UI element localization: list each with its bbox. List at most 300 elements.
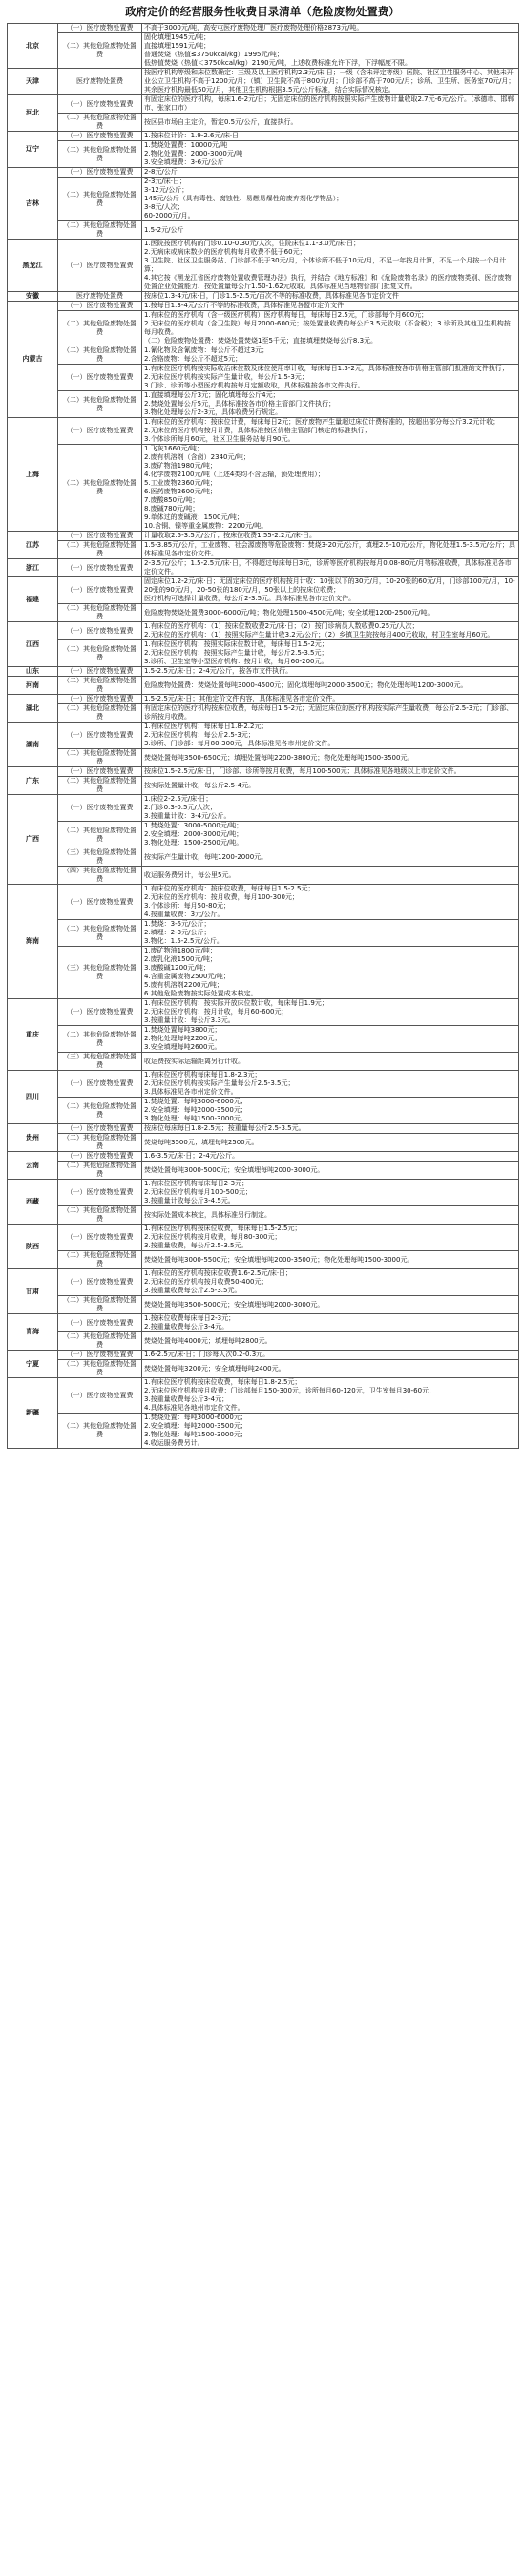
fee-detail-line: 2.焚烧处置每公斤5元，具体标准按各市价格主管部门文件执行；: [144, 400, 336, 408]
fee-detail-line: 5.废有机溶剂2200元/吨；: [144, 981, 223, 989]
category-cell: （一）医疗废物处置费: [58, 302, 142, 311]
table-row: [8, 418, 519, 445]
fee-detail-line: 1.氰化物及含氰废物：每公斤不超过3元；: [144, 346, 269, 354]
fee-detail-line: 2.物化处置费：2000-3000元/吨: [144, 150, 243, 157]
table-row: [8, 1332, 519, 1351]
table-row: [8, 391, 519, 418]
table-row: [8, 311, 519, 346]
fee-detail-line: 2.含铬废物：每公斤不超过5元；: [144, 355, 242, 363]
table-row: [8, 1206, 519, 1225]
fee-detail-line: 2.无床位的医疗机构（含卫生院）每月2000-600元；按处置量收费的每公斤3.5元收取（不含税）；3.诊所及其他卫生机构按每月收费。: [144, 320, 511, 336]
fee-detail-cell: [142, 1360, 519, 1378]
province-cell: 黑龙江: [8, 240, 58, 292]
fee-detail-cell: [142, 365, 519, 391]
fee-detail-cell: [142, 885, 519, 920]
province-cell: 上海: [8, 418, 58, 532]
table-row: [8, 1251, 519, 1269]
category-cell: （二）其他危险废物处置费: [58, 141, 142, 168]
fee-detail-line: 4.含重金属废物2500元/吨；: [144, 973, 230, 980]
fee-detail-line: 3.废酸碱1200元/吨；: [144, 964, 210, 972]
province-cell: 甘肃: [8, 1269, 58, 1314]
table-row: [8, 1124, 519, 1134]
fee-detail-line: 2.无病床或病床数少的医疗机构每月收费不低于60元；: [144, 248, 306, 256]
province-cell: 吉林: [8, 168, 58, 240]
fee-detail-cell: [142, 604, 519, 622]
fee-detail-line: 按床位每床每日1.8-2.5元；按重量每公斤2.5-3.5元。: [144, 1124, 305, 1132]
province-cell: 宁夏: [8, 1351, 58, 1378]
fee-detail-cell: [142, 302, 519, 311]
fee-detail-line: 3.按重量收费每公斤3-4元；: [144, 1395, 229, 1403]
fee-detail-cell: [142, 1269, 519, 1296]
province-cell: 贵州: [8, 1124, 58, 1152]
fee-detail-line: 1.有床位的医疗机构按床位收费1.6-2.5元/床·日；: [144, 1269, 293, 1277]
category-cell: （一）医疗废物处置费: [58, 240, 142, 292]
table-row: [8, 178, 519, 221]
fee-detail-cell: [142, 695, 519, 704]
category-cell: （一）医疗废物处置费: [58, 767, 142, 777]
fee-detail-line: 6.医药废物2600元/吨；: [144, 488, 217, 495]
table-row: [8, 1053, 519, 1071]
category-cell: （二）其他危险废物处置费: [58, 920, 142, 947]
category-cell: （一）医疗废物处置费: [58, 1124, 142, 1134]
province-cell: 安徽: [8, 292, 58, 302]
table-row: [8, 532, 519, 541]
fee-detail-line: 1.医院按医疗机构的门诊0.10-0.30元/人次，住院床位1.1-3.0元/床·日；: [144, 240, 361, 247]
table-row: [8, 767, 519, 777]
province-cell: 广东: [8, 767, 58, 795]
category-cell: 医疗废物处置费: [58, 69, 142, 95]
fee-detail-line: 有固定床位的医疗机构，每床1.6-2元/日；无固定床位的医疗机构按照实际产生废物计量收取2.7元-6元/公斤。（承德市、邯郸市、张家口市）: [144, 95, 514, 112]
category-cell: （二）其他危险废物处置费: [58, 33, 142, 69]
fee-detail-line: 3.诊所、门诊部：每月80-300元，具体标准见各市州定价文件。: [144, 740, 335, 747]
table-row: [8, 1225, 519, 1251]
province-cell: 青海: [8, 1314, 58, 1351]
fee-detail-line: 1.废矿物油1800元/吨；: [144, 947, 217, 954]
fee-detail-line: 焚烧处置每吨3000-5500元；安全填埋每吨2000-3500元；物化处理每吨1500-3000元。: [144, 1255, 414, 1264]
document-page: [7, 0, 518, 1449]
fee-detail-line: 145元/公斤（具有毒性、腐蚀性、易燃易爆性的废弃剂化学物品）；: [144, 195, 344, 202]
fee-detail-line: 2.无床位的医疗机构：按月收费，每月100-300元；: [144, 893, 299, 901]
fee-detail-line: 1.按床位计价：1.9-2.6元/床·日: [144, 132, 240, 139]
province-cell: 浙江: [8, 559, 58, 577]
fee-detail-cell: [142, 221, 519, 240]
table-row: [8, 795, 519, 822]
fee-detail-line: 1.有床位医疗机构按床位收费，每床每日1.5-2.5元；: [144, 1225, 302, 1232]
fee-detail-cell: [142, 541, 519, 559]
category-cell: （二）其他危险废物处置费: [58, 704, 142, 723]
fee-detail-line: 危险废物处置费：焚烧处置每吨3000-4500元；固化填埋每吨2000-3500元；物化处理每吨1200-3000元。: [144, 681, 468, 689]
province-cell: 湖南: [8, 723, 58, 767]
fee-detail-line: 1.有床位医疗机构每床每日1.8-2.3元；: [144, 1071, 262, 1079]
fee-detail-cell: [142, 577, 519, 604]
province-cell: 西藏: [8, 1180, 58, 1225]
table-row: [8, 240, 519, 292]
province-cell: 河北: [8, 95, 58, 132]
table-row: [8, 723, 519, 749]
province-cell: 辽宁: [8, 132, 58, 168]
fee-detail-line: 低热值焚烧（热值＜3750kcal/kg）2190元/吨，上述收费标准允许下浮，下浮幅度不限。: [144, 59, 411, 67]
fee-detail-cell: [142, 311, 519, 346]
fee-detail-cell: [142, 640, 519, 667]
fee-detail-line: 1.有床位的医疗机构（含一级医疗机构）医疗机构每日，每床每日2.5元，门诊部每个月600元；: [144, 311, 429, 319]
fee-detail-line: 1.飞灰1660元/吨；: [144, 445, 203, 452]
fee-detail-line: 焚烧处置每吨3500-6500元；填埋处置每吨2200-3800元；物化处理每吨1500-3500元。: [144, 753, 414, 762]
category-cell: （二）其他危险废物处置费: [58, 1162, 142, 1180]
table-row: [8, 677, 519, 695]
fee-detail-line: 固化填埋1945元/吨；: [144, 33, 211, 41]
document-title: 政府定价的经营服务性收费目录清单（危险废物处置费）: [125, 5, 400, 18]
fee-detail-line: 2.无床位医疗机构按实际产生量计收，每公斤1.5-3元；: [144, 373, 308, 381]
table-row: [8, 867, 519, 885]
category-cell: （二）其他危险废物处置费: [58, 346, 142, 365]
fee-detail-cell: [142, 1152, 519, 1162]
fee-detail-line: 直接填埋1591元/吨；: [144, 42, 211, 50]
fee-detail-line: 2.无床位医疗机构：按月计收，每月60-600元；: [144, 1008, 288, 1016]
fee-detail-line: 3.物化处理：每吨1500-3000元；: [144, 1431, 247, 1438]
category-cell: （一）医疗废物处置费: [58, 667, 142, 677]
fee-detail-line: 1.5-2元/公斤: [144, 225, 184, 234]
category-cell: 医疗废物处置费: [58, 292, 142, 302]
table-row: [8, 1378, 519, 1414]
table-row: [8, 777, 519, 795]
fee-detail-line: 2.无床位的医疗机构按月收费50-400元；: [144, 1278, 268, 1286]
fee-detail-cell: [142, 95, 519, 114]
fee-detail-line: 2.安全填埋：2000-3000元/吨；: [144, 830, 243, 838]
table-row: [8, 1152, 519, 1162]
category-cell: （二）其他危险废物处置费: [58, 1251, 142, 1269]
fee-detail-line: 2.无床位的医疗机构按月计费，具体标准按区价格主管部门核定的标准执行；: [144, 427, 371, 434]
fee-detail-cell: [142, 559, 519, 577]
table-row: [8, 292, 519, 302]
category-cell: （一）医疗废物处置费: [58, 1152, 142, 1162]
fee-detail-cell: [142, 1378, 519, 1414]
fee-detail-line: 5.工业废物2360元/吨；: [144, 479, 217, 487]
table-row: [8, 947, 519, 999]
fee-detail-line: 收运服务费另计，每公里5元。: [144, 870, 236, 879]
fee-detail-line: 8.废碱780元/吨；: [144, 505, 200, 513]
category-cell: （二）其他危险废物处置费: [58, 677, 142, 695]
table-row: [8, 24, 519, 33]
category-cell: （一）医疗废物处置费: [58, 622, 142, 640]
fee-detail-line: 2.无床位医疗机构：按照实际产生量计收，每公斤2.5-3.5元；: [144, 649, 328, 657]
fee-detail-line: 2.安全填埋：每吨2000-3500元；: [144, 1422, 247, 1430]
category-cell: （一）医疗废物处置费: [58, 885, 142, 920]
category-cell: （二）其他危险废物处置费: [58, 114, 142, 132]
fee-detail-line: 1.焚烧处置：每吨3000-6000元；: [144, 1414, 247, 1421]
category-cell: （二）其他危险废物处置费: [58, 178, 142, 221]
category-cell: （一）医疗废物处置费: [58, 24, 142, 33]
fee-detail-line: 1.有床位医疗机构：按实际开放床位数计收，每床每日1.9元；: [144, 999, 328, 1007]
category-cell: （一）医疗废物处置费: [58, 532, 142, 541]
fee-detail-line: 3.物化处理每公斤2-3元，具体收费另行规定。: [144, 408, 283, 416]
category-cell: （二）其他危险废物处置费: [58, 1206, 142, 1225]
fee-detail-line: 7.废酸850元/吨；: [144, 496, 200, 504]
fee-detail-cell: [142, 777, 519, 795]
fee-detail-line: 1.床位2-2.5元/床·日；: [144, 795, 213, 803]
fee-detail-cell: [142, 33, 519, 69]
fee-detail-line: 3.物化处理：每吨1500-3000元。: [144, 1115, 247, 1122]
table-row: [8, 168, 519, 178]
category-cell: （一）医疗废物处置费: [58, 1071, 142, 1098]
fee-detail-line: 3.按重量收费每公斤2.5-3.5元。: [144, 1287, 242, 1294]
category-cell: （一）医疗废物处置费: [58, 1269, 142, 1296]
fee-detail-line: 1.有床位医疗机构：每床每日1.8-2.2元；: [144, 723, 268, 730]
fee-detail-line: 3.按重量计收：每公斤3.3元。: [144, 1016, 235, 1024]
fee-detail-line: 按床位1.3-4元/床·日，门诊1.5-2.5元/百次不等的标准收费，具体标准见各市定价文件: [144, 292, 399, 300]
fee-detail-line: 2.无床位医疗机构按实际产生量每公斤2.5-3.5元；: [144, 1079, 295, 1087]
fee-detail-cell: [142, 848, 519, 867]
fee-detail-cell: [142, 1332, 519, 1351]
fee-detail-cell: [142, 24, 519, 33]
fee-detail-line: 3.物化处理：1500-2500元/吨。: [144, 839, 243, 847]
category-cell: （二）其他危险废物处置费: [58, 1360, 142, 1378]
fee-detail-cell: [142, 445, 519, 532]
category-cell: （一）医疗废物处置费: [58, 132, 142, 141]
category-cell: （四）其他危险废物处置费: [58, 867, 142, 885]
fee-detail-line: 2.无床位医疗机构：每公斤2.5-3元；: [144, 731, 255, 739]
province-cell: 河南: [8, 677, 58, 695]
fee-detail-line: 2-8元/公斤: [144, 168, 178, 176]
fee-detail-line: 不高于3000元/吨，高安屯医疗废物处理厂医疗废物处理价格2873元/吨。: [144, 24, 364, 31]
fee-detail-line: 2.无床位的医疗机构：（1）按照实际产生量计收3.2元/公斤；（2）乡镇卫生院按每月400元收取，村卫生室每月60元。: [144, 631, 494, 639]
fee-detail-line: 焚烧处置每吨3000-5000元；安全填埋每吨2000-3000元。: [144, 1165, 325, 1174]
table-row: [8, 695, 519, 704]
province-cell: 内蒙古: [8, 302, 58, 418]
fee-detail-line: 2.物化处理每吨2200元；: [144, 1035, 221, 1042]
table-row: [8, 1026, 519, 1053]
fee-detail-line: 1.焚烧处置每吨3800元；: [144, 1026, 221, 1034]
category-cell: （二）其他危险废物处置费: [58, 777, 142, 795]
fee-detail-cell: [142, 749, 519, 767]
category-cell: （二）其他危险废物处置费: [58, 1098, 142, 1124]
table-row: [8, 999, 519, 1026]
fee-detail-line: 2.无床位医疗机构按月收费：门诊部每月150-300元，诊所每月60-120元，卫生室每月30-60元；: [144, 1387, 436, 1394]
category-cell: （三）其他危险废物处置费: [58, 848, 142, 867]
fee-detail-cell: [142, 667, 519, 677]
table-row: [8, 559, 519, 577]
fee-detail-line: 2.按重量收费每公斤3-4元。: [144, 1323, 229, 1330]
fee-detail-line: 有固定床位的医疗机构按床位收费，每床每日1.5-2元；无固定床位的医疗机构按实际产生量收费，每公斤2.5-3元；门诊部、诊所按月收费。: [144, 704, 514, 721]
fee-detail-line: 1.焚烧处置：3000-5000元/吨；: [144, 822, 243, 829]
fee-detail-line: 按区县市场自主定价，暂定0.5元/公斤，直接执行。: [144, 117, 298, 126]
fee-detail-line: 2.无床位医疗机构每月100-500元；: [144, 1188, 252, 1196]
fee-detail-line: 3-8元/人次；: [144, 203, 184, 211]
fee-detail-cell: [142, 418, 519, 445]
fee-detail-line: 3.安全填埋每吨2600元。: [144, 1043, 221, 1051]
category-cell: （一）医疗废物处置费: [58, 1314, 142, 1332]
category-cell: （一）医疗废物处置费: [58, 795, 142, 822]
fee-detail-line: 3.卫生院、社区卫生服务站、门诊部不低于30元/月，个体诊所不低于10元/月，不足一年按月计算，不足一个月按一个月计算；: [144, 257, 507, 273]
category-cell: （一）医疗废物处置费: [58, 418, 142, 445]
table-row: [8, 622, 519, 640]
table-row: [8, 704, 519, 723]
fee-detail-cell: [142, 1026, 519, 1053]
fee-detail-cell: [142, 999, 519, 1026]
category-cell: （一）医疗废物处置费: [58, 723, 142, 749]
fee-detail-line: 2.废有机溶剂（含卤）2340元/吨；: [144, 453, 250, 461]
fee-detail-cell: [142, 1180, 519, 1206]
fee-detail-line: 焚烧每吨3500元；填埋每吨2500元。: [144, 1138, 259, 1146]
province-cell: 湖北: [8, 695, 58, 723]
fee-detail-line: 按床位1.5-2.5元/床·日，门诊部、诊所等按月收费，每月100-500元；具体标准见各地级以上市定价文件。: [144, 767, 461, 775]
fee-detail-line: 1.6-3.5元/床·日；2-4元/公斤。: [144, 1152, 240, 1160]
category-cell: （二）其他危险废物处置费: [58, 1134, 142, 1152]
province-cell: 海南: [8, 885, 58, 999]
fee-detail-cell: [142, 132, 519, 141]
fee-detail-cell: [142, 1071, 519, 1098]
fee-detail-cell: [142, 1351, 519, 1360]
category-cell: （二）其他危险废物处置费: [58, 391, 142, 418]
fee-detail-line: 2.门诊0.3-0.5元/人次；: [144, 804, 217, 811]
table-row: [8, 604, 519, 622]
table-row: [8, 1414, 519, 1449]
fee-detail-line: 1.有床位医疗机构每床每日2-3元；: [144, 1180, 249, 1187]
fee-detail-cell: [142, 1206, 519, 1225]
fee-detail-cell: [142, 767, 519, 777]
table-row: [8, 141, 519, 168]
fee-detail-line: 9.单体过的废碱液：1500元/吨；: [144, 513, 243, 521]
fee-detail-cell: [142, 1314, 519, 1332]
fee-detail-line: 1.有床位的医疗机构：（1）按床位数收费2元/床·日；（2）按门诊病员人数收费0.25元/人次；: [144, 622, 419, 630]
fee-detail-line: 按实际处置量计收，每公斤2.5-4元。: [144, 781, 256, 789]
fee-detail-line: 2-3元/床·日；: [144, 178, 187, 185]
fee-detail-line: 3-12元/公斤；: [144, 186, 189, 194]
category-cell: （一）医疗废物处置费: [58, 1180, 142, 1206]
fee-detail-line: 按实际处置成本核定，具体标准另行制定。: [144, 1210, 271, 1219]
category-cell: （一）医疗废物处置费: [58, 1351, 142, 1360]
fee-detail-line: 2-3.5元/公斤；1.5-2.5元/床·日，不得超过每床每日3元，诊所等医疗机构按每月0.08-80元/月等标准收费，具体标准见各市定价文件。: [144, 559, 512, 576]
fee-detail-cell: [142, 704, 519, 723]
category-cell: （一）医疗废物处置费: [58, 577, 142, 604]
category-cell: （二）其他危险废物处置费: [58, 822, 142, 848]
province-cell: 江西: [8, 622, 58, 667]
fee-detail-line: 1.有床位医疗机构按实际收治床位数及床位使用率计收，每床每日1.3-2元，具体标准按各市价格主管部门批准的文件执行；: [144, 365, 509, 372]
table-row: [8, 1180, 519, 1206]
fee-detail-cell: [142, 292, 519, 302]
table-row: [8, 1098, 519, 1124]
fee-detail-line: 焚烧处置每吨3200元；安全填埋每吨2400元。: [144, 1364, 285, 1372]
category-cell: （一）医疗废物处置费: [58, 1225, 142, 1251]
table-row: [8, 132, 519, 141]
fee-detail-line: 4.具体标准见各地州市定价文件。: [144, 1404, 244, 1412]
fee-detail-line: 按医疗机构等级和床位数确定：三级及以上医疗机构2.3元/床·日；一级（含未评定等级）医院、社区卫生服务中心、其他未开业公立卫生机构不高于1200元/月；（镇）卫生院不高于800元/月；门诊部不高于700元/月；诊所、卫生所、医务室70元/月；其余医疗机构最低50元/月，其他卫生机构根据3.5元/公斤标准，结合实际情况核定。: [144, 69, 515, 94]
province-cell: 云南: [8, 1152, 58, 1180]
fee-detail-line: 3.个体诊所每月60元，社区卫生服务站每月90元。: [144, 435, 295, 443]
fee-detail-cell: [142, 141, 519, 168]
fee-detail-line: 按实际产生量计收，每吨1200-2000元。: [144, 852, 268, 861]
table-row: [8, 541, 519, 559]
fee-detail-line: 1.5-3.85元/公斤，工业废物、社会源废物等危险废物：焚烧3-20元/公斤，填埋2.5-10元/公斤，物化处理1.5-3.5元/公斤；具体标准见各市定价文件。: [144, 541, 515, 557]
fee-detail-line: 4.其它按《黑龙江省医疗废物处置收费管理办法》执行，并结合《地方标准》和《危险废物名录》的医疗废物类别、医疗废物处置企业处置能力、按处置量每公斤1.50-1.62元收取。具体标准见当地物价部门批复文件。: [144, 274, 512, 290]
fee-detail-line: 4.化学废物2100元/吨（上述4类均不含运输，预处理费用）；: [144, 471, 325, 478]
fee-detail-line: 2.安全填埋：每吨2000-3500元；: [144, 1106, 247, 1114]
table-row: [8, 346, 519, 365]
fee-detail-cell: [142, 677, 519, 695]
fee-detail-cell: [142, 178, 519, 221]
table-row: [8, 221, 519, 240]
fee-detail-cell: [142, 1296, 519, 1314]
category-cell: （三）其他危险废物处置费: [58, 947, 142, 999]
table-row: [8, 445, 519, 532]
category-cell: （三）其他危险废物处置费: [58, 1053, 142, 1071]
province-cell: 广西: [8, 795, 58, 885]
category-cell: （二）其他危险废物处置费: [58, 1332, 142, 1351]
fee-detail-line: 1.有床位医疗机构按床位收费，每床每日1.8-2.5元；: [144, 1378, 302, 1386]
fee-detail-line: 1.按床位收费每床每日2-3元；: [144, 1314, 236, 1322]
table-row: [8, 640, 519, 667]
category-cell: （二）其他危险废物处置费: [58, 749, 142, 767]
fee-detail-cell: [142, 822, 519, 848]
category-cell: （二）其他危险废物处置费: [58, 311, 142, 346]
category-cell: （二）其他危险废物处置费: [58, 1296, 142, 1314]
table-row: [8, 365, 519, 391]
fee-detail-line: 4.按重量收费：3元/公斤。: [144, 911, 224, 918]
province-cell: 天津: [8, 69, 58, 95]
fee-detail-line: 6.其他危险废物按实际处置成本核定。: [144, 990, 258, 997]
fee-detail-cell: [142, 622, 519, 640]
category-cell: （一）医疗废物处置费: [58, 1378, 142, 1414]
table-row: [8, 1360, 519, 1378]
table-row: [8, 95, 519, 114]
fee-detail-line: 3.按重量计收：3-4元/公斤。: [144, 812, 231, 820]
category-cell: （二）其他危险废物处置费: [58, 1026, 142, 1053]
fee-detail-line: 1.焚烧：3-5元/公斤；: [144, 920, 211, 928]
fee-detail-line: 4.收运服务费另计。: [144, 1439, 204, 1447]
fee-detail-cell: [142, 920, 519, 947]
category-cell: （一）医疗废物处置费: [58, 695, 142, 704]
table-row: [8, 667, 519, 677]
fee-detail-cell: [142, 1414, 519, 1449]
table-row: [8, 114, 519, 132]
fee-detail-line: 2.无床位医疗机构按月收费，每月80-300元；: [144, 1233, 282, 1241]
category-cell: （一）医疗废物处置费: [58, 365, 142, 391]
fee-detail-line: 焚烧处置每吨4000元；填埋每吨2800元。: [144, 1336, 272, 1345]
fee-detail-line: 3.废矿物油1980元/吨；: [144, 462, 217, 470]
fee-detail-line: 收运费按实际运输距离另行计收。: [144, 1057, 244, 1065]
fee-detail-cell: [142, 1134, 519, 1152]
province-cell: 山东: [8, 667, 58, 677]
fee-detail-line: 医疗机构可选择计量收费，每公斤2-3.5元。具体标准见各市定价文件。: [144, 595, 356, 602]
table-row: [8, 33, 519, 69]
table-row: [8, 1314, 519, 1332]
fee-detail-cell: [142, 114, 519, 132]
fee-detail-cell: [142, 240, 519, 292]
fee-detail-cell: [142, 391, 519, 418]
table-row: [8, 848, 519, 867]
fee-detail-line: 3.个体诊所：每月50-80元；: [144, 902, 231, 910]
fee-detail-line: 焚烧处置每吨3500-5000元；安全填埋每吨2000-3000元。: [144, 1300, 325, 1309]
province-cell: 江苏: [8, 532, 58, 559]
table-row: [8, 1296, 519, 1314]
table-row: [8, 822, 519, 848]
table-row: [8, 302, 519, 311]
fee-detail-cell: [142, 1225, 519, 1251]
fee-detail-line: 3.物化：1.5-2.5元/公斤。: [144, 937, 223, 945]
fee-detail-line: 1.焚烧处置：每吨3000-6000元；: [144, 1098, 247, 1105]
table-row: [8, 749, 519, 767]
province-cell: 福建: [8, 577, 58, 622]
category-cell: （二）其他危险废物处置费: [58, 1414, 142, 1449]
fee-detail-line: 1.有床位的医疗机构：按床位收费，每床每日1.5-2.5元；: [144, 885, 315, 892]
category-cell: （一）医疗废物处置费: [58, 168, 142, 178]
fee-detail-cell: [142, 1124, 519, 1134]
fee-detail-line: 3.门诊、诊所等小型医疗机构按每月定额收取，具体标准按各市文件执行。: [144, 382, 365, 389]
fee-detail-line: 1.有床位的医疗机构：按床位计费，每床每日2元；医疗废物产生量超过床位计费标准的，按超出部分每公斤3.2元计收；: [144, 418, 500, 426]
fee-detail-line: 1.有床位医疗机构：按照实际床位数计收，每床每日1.5-2元；: [144, 640, 328, 648]
fee-detail-line: （二）危险废物处置费：焚烧处置焚烧1至5千元；直接填埋焚烧每公斤8.3元。: [144, 337, 378, 345]
table-row: [8, 1162, 519, 1180]
fee-detail-line: 3.诊所、卫生室等小型医疗机构：按月计收，每月60-200元。: [144, 658, 328, 665]
